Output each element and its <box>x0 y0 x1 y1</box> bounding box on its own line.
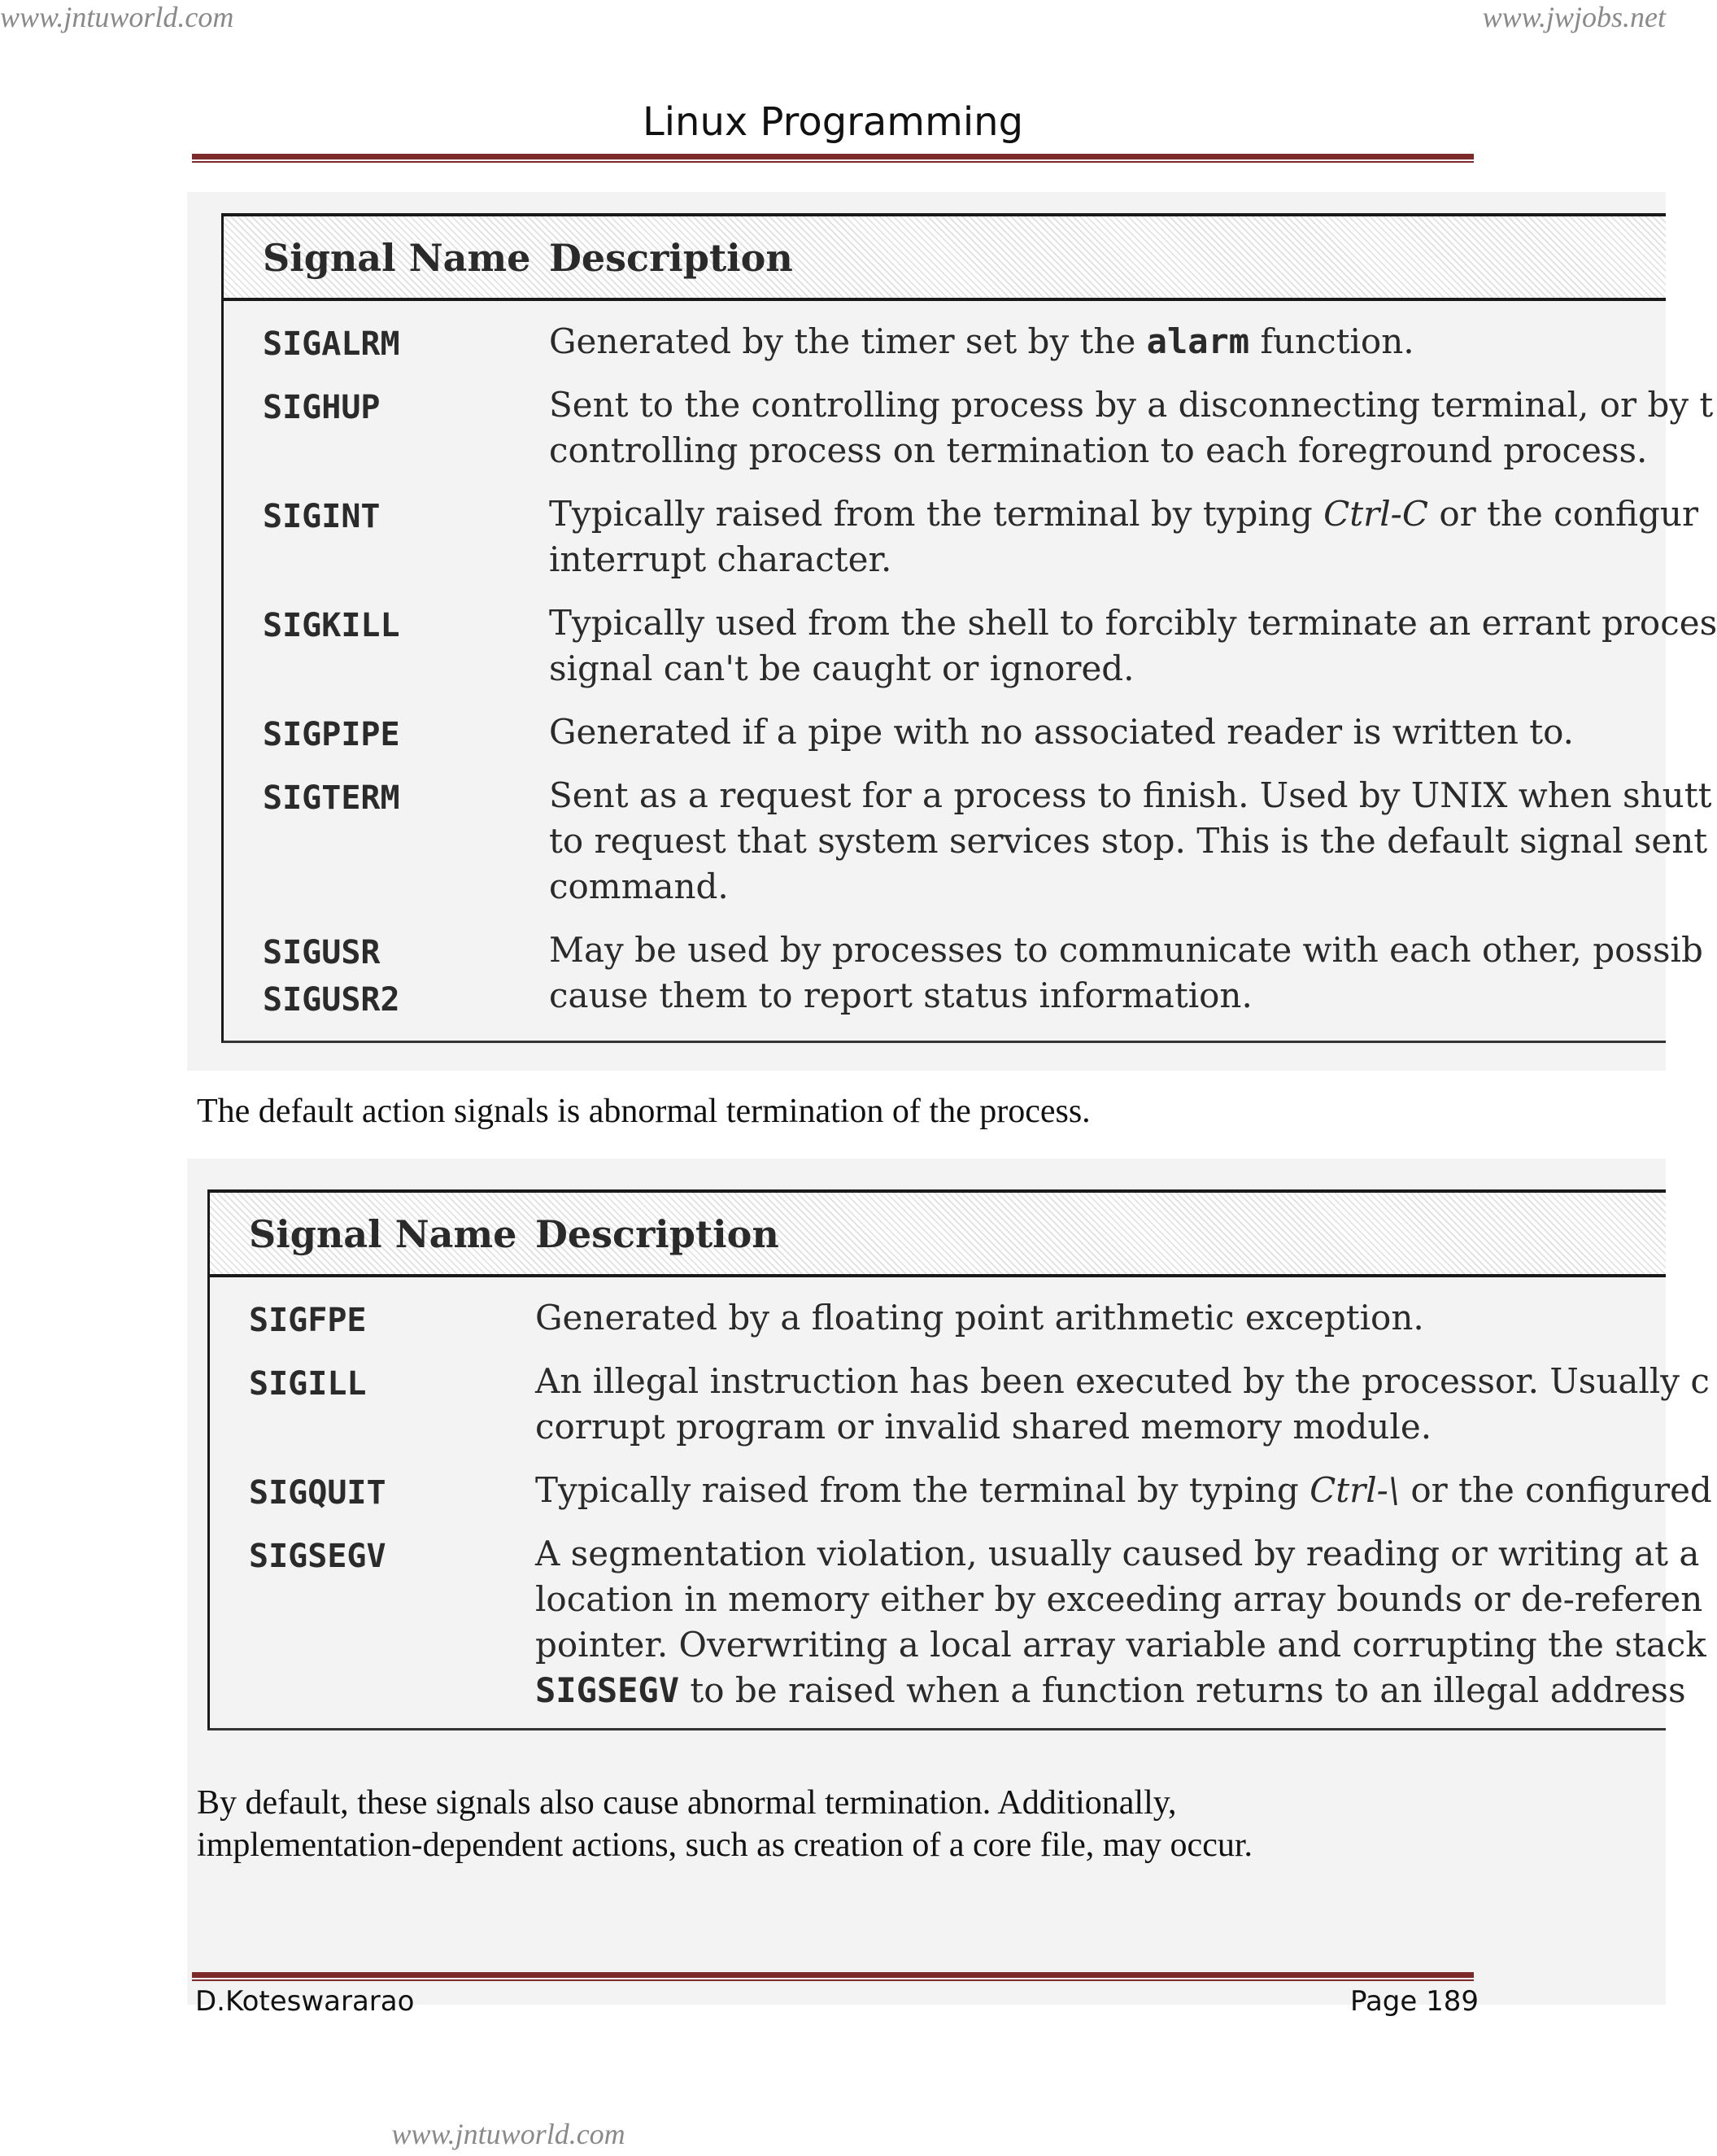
watermark-top-right: www.jwjobs.net <box>1482 1 1666 33</box>
signal-name: SIGSEGV <box>249 1538 386 1575</box>
signal-table-2 <box>207 1189 1712 1730</box>
signal-description: A segmentation violation, usually caused by reading or writing at a location in memory either by exceeding array bounds or de-referen pointer. Overwriting a local array variable and corrupting the stack SIGSEGV to be raised when a function returns to an illegal address <box>535 1534 1706 1710</box>
signal-description: Typically raised from the terminal by typing Ctrl-\ or the configured <box>535 1470 1712 1510</box>
footer-page-number: Page 189 <box>1350 1985 1479 2018</box>
column-header-signal-name: Signal Name <box>249 1212 517 1256</box>
signal-description: Generated by the timer set by the alarm function. <box>549 321 1414 361</box>
signal-name: SIGINT <box>263 498 381 535</box>
signal-name: SIGUSR2 <box>263 981 400 1019</box>
signal-name: SIGQUIT <box>249 1474 386 1512</box>
watermark-bottom: www.jntuworld.com <box>391 2118 625 2150</box>
table-header <box>224 216 1666 301</box>
signal-description: Sent to the controlling process by a disconnecting terminal, or by t controlling process on termination to each foreground process. <box>549 385 1714 470</box>
signal-description: Typically raised from the terminal by typing Ctrl-C or the configur interrupt character. <box>549 494 1699 579</box>
footer-author: D.Koteswararao <box>195 1985 415 2018</box>
page-title: Linux Programming <box>642 99 1024 145</box>
signal-description: An illegal instruction has been executed by the processor. Usually c corrupt program or invalid shared memory module. <box>535 1361 1710 1447</box>
signal-description: May be used by processes to communicate with each other, possib cause them to report status information. <box>549 930 1703 1015</box>
signal-name: SIGILL <box>249 1365 367 1403</box>
signal-name: SIGKILL <box>263 607 400 644</box>
signal-name: SIGHUP <box>263 389 381 426</box>
watermark-top-left: www.jntuworld.com <box>0 1 234 33</box>
signal-name: SIGALRM <box>263 325 400 363</box>
column-header-description: Description <box>535 1212 779 1256</box>
signal-description: Generated if a pipe with no associated reader is written to. <box>549 712 1574 752</box>
header-rule <box>192 154 1474 159</box>
signal-name: SIGFPE <box>249 1302 367 1339</box>
signal-description: Sent as a request for a process to finish. Used by UNIX when shutt to request that system services stop. This is the default signal sent command. <box>549 775 1712 906</box>
paragraph <box>197 1782 1253 1866</box>
signal-name: SIGUSR <box>263 934 381 971</box>
paragraph: The default action signals is abnormal termination of the process. <box>197 1093 1091 1130</box>
paragraph-line: implementation-dependent actions, such as creation of a core file, may occur. <box>197 1826 1253 1864</box>
paragraph-line: By default, these signals also cause abnormal termination. Additionally, <box>197 1784 1177 1822</box>
signal-description: Generated by a floating point arithmetic exception. <box>535 1298 1424 1338</box>
table-header <box>210 1193 1666 1277</box>
signal-description: Typically used from the shell to forcibly terminate an errant proces signal can't be caught or ignored. <box>549 603 1717 688</box>
signal-table-1 <box>221 213 1717 1043</box>
footer-rule <box>192 1972 1474 1978</box>
signal-name: SIGTERM <box>263 779 400 817</box>
signal-name: SIGPIPE <box>263 716 400 753</box>
column-header-description: Description <box>549 236 793 280</box>
column-header-signal-name: Signal Name <box>263 236 531 280</box>
